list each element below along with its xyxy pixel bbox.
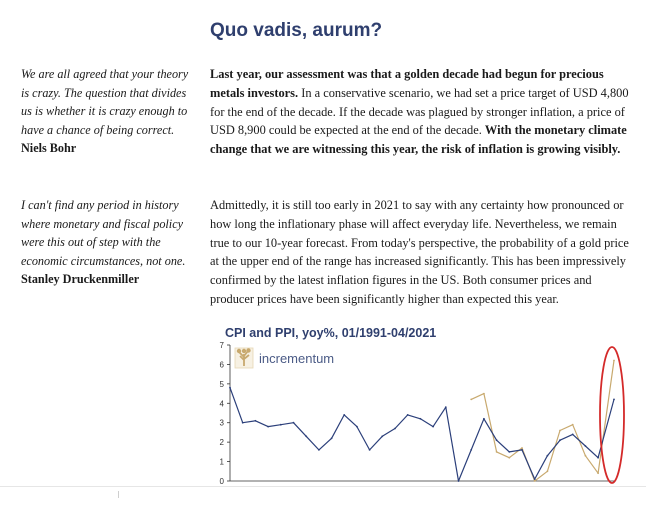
data-point	[613, 399, 615, 401]
data-point	[343, 414, 345, 416]
data-point	[229, 387, 231, 389]
data-point	[585, 455, 587, 457]
data-point	[331, 437, 333, 439]
data-point	[508, 451, 510, 453]
data-point	[394, 428, 396, 430]
tree-logo-icon	[235, 348, 253, 368]
quote-author: Niels Bohr	[21, 141, 77, 156]
paragraph-bold-lead: Last year, our assessment was that a golden decade had begun for precious metals investors.	[210, 67, 604, 100]
body-paragraph	[210, 65, 630, 159]
data-point	[369, 449, 371, 451]
y-tick-label: 1	[219, 457, 224, 467]
data-point	[496, 439, 498, 441]
data-point	[445, 406, 447, 408]
data-point	[407, 414, 409, 416]
data-point	[572, 434, 574, 436]
y-tick-label: 4	[219, 399, 224, 409]
data-point	[496, 451, 498, 453]
data-point	[432, 426, 434, 428]
bottom-divider	[0, 486, 646, 487]
data-point	[572, 424, 574, 426]
data-point	[381, 435, 383, 437]
data-point	[559, 439, 561, 441]
series-layer	[229, 360, 615, 482]
quote-text: I can't find any period in history where monetary and fiscal policy were this out of step with the economic circumstances, not one.	[21, 198, 186, 268]
data-point	[508, 457, 510, 459]
data-point	[534, 478, 536, 480]
data-point	[559, 430, 561, 432]
data-point	[318, 449, 320, 451]
incrementum-logo	[235, 348, 334, 368]
data-point	[483, 418, 485, 420]
text-cursor-mark	[118, 491, 119, 498]
series-line	[471, 361, 614, 482]
chart-title: CPI and PPI, yoy%, 01/1991-04/2021	[225, 326, 437, 340]
data-point	[547, 470, 549, 472]
data-point	[534, 480, 536, 482]
y-tick-label: 0	[219, 477, 224, 486]
data-point	[483, 393, 485, 395]
paragraph-text: In a conservative scenario, we had set a price target of USD 4,800 for the end of the decade. If the decade was plagued by stronger inflation, a price of USD 8,900 could be expected at the end of the decade.	[210, 85, 629, 138]
data-point	[470, 449, 472, 451]
page-title: Quo vadis, aurum?	[210, 20, 383, 41]
y-axis	[220, 341, 230, 486]
y-tick-label: 3	[219, 418, 224, 428]
y-tick-label: 2	[219, 438, 224, 448]
data-point	[305, 435, 307, 437]
y-tick-label: 5	[219, 379, 224, 389]
data-point	[585, 445, 587, 447]
data-point	[293, 422, 295, 424]
highlight-ellipse	[600, 347, 624, 483]
quote-block	[21, 65, 199, 158]
data-point	[420, 418, 422, 420]
data-point	[521, 449, 523, 451]
data-point	[470, 399, 472, 401]
logo-text: incrementum	[259, 351, 335, 366]
quote-block	[21, 196, 199, 289]
cpi-ppi-chart	[210, 340, 630, 486]
data-point	[458, 480, 460, 482]
data-point	[521, 447, 523, 449]
data-point	[280, 424, 282, 426]
data-point	[613, 360, 615, 362]
data-point	[356, 426, 358, 428]
series-line	[230, 388, 614, 481]
paragraph-bold-tail: With the monetary climate change that we are witnessing this year, the risk of inflation is growing visibly.	[210, 123, 627, 157]
quote-text: We are all agreed that your theory is crazy. The question that divides us is whether it is crazy enough to have a chance of being correct.	[21, 67, 189, 137]
body-paragraph: Admittedly, it is still too early in 2021 to say with any certainty how pronounced or how long the inflationary phase will affect everyday life. Nevertheless, we remain true to our 10-year forecast. From today's perspective, the probability of a gold price at the upper end of the range has increased significantly. This has been impressively confirmed by the latest inflation figures in the US. Both consumer prices and producer prices have been significantly higher than expected this year.	[210, 198, 629, 306]
data-point	[267, 426, 269, 428]
y-tick-label: 7	[219, 341, 224, 350]
data-point	[597, 472, 599, 474]
y-tick-label: 6	[219, 360, 224, 370]
data-point	[255, 420, 257, 422]
data-point	[547, 455, 549, 457]
quote-author: Stanley Druckenmiller	[21, 272, 140, 287]
data-point	[242, 422, 244, 424]
data-point	[597, 457, 599, 459]
